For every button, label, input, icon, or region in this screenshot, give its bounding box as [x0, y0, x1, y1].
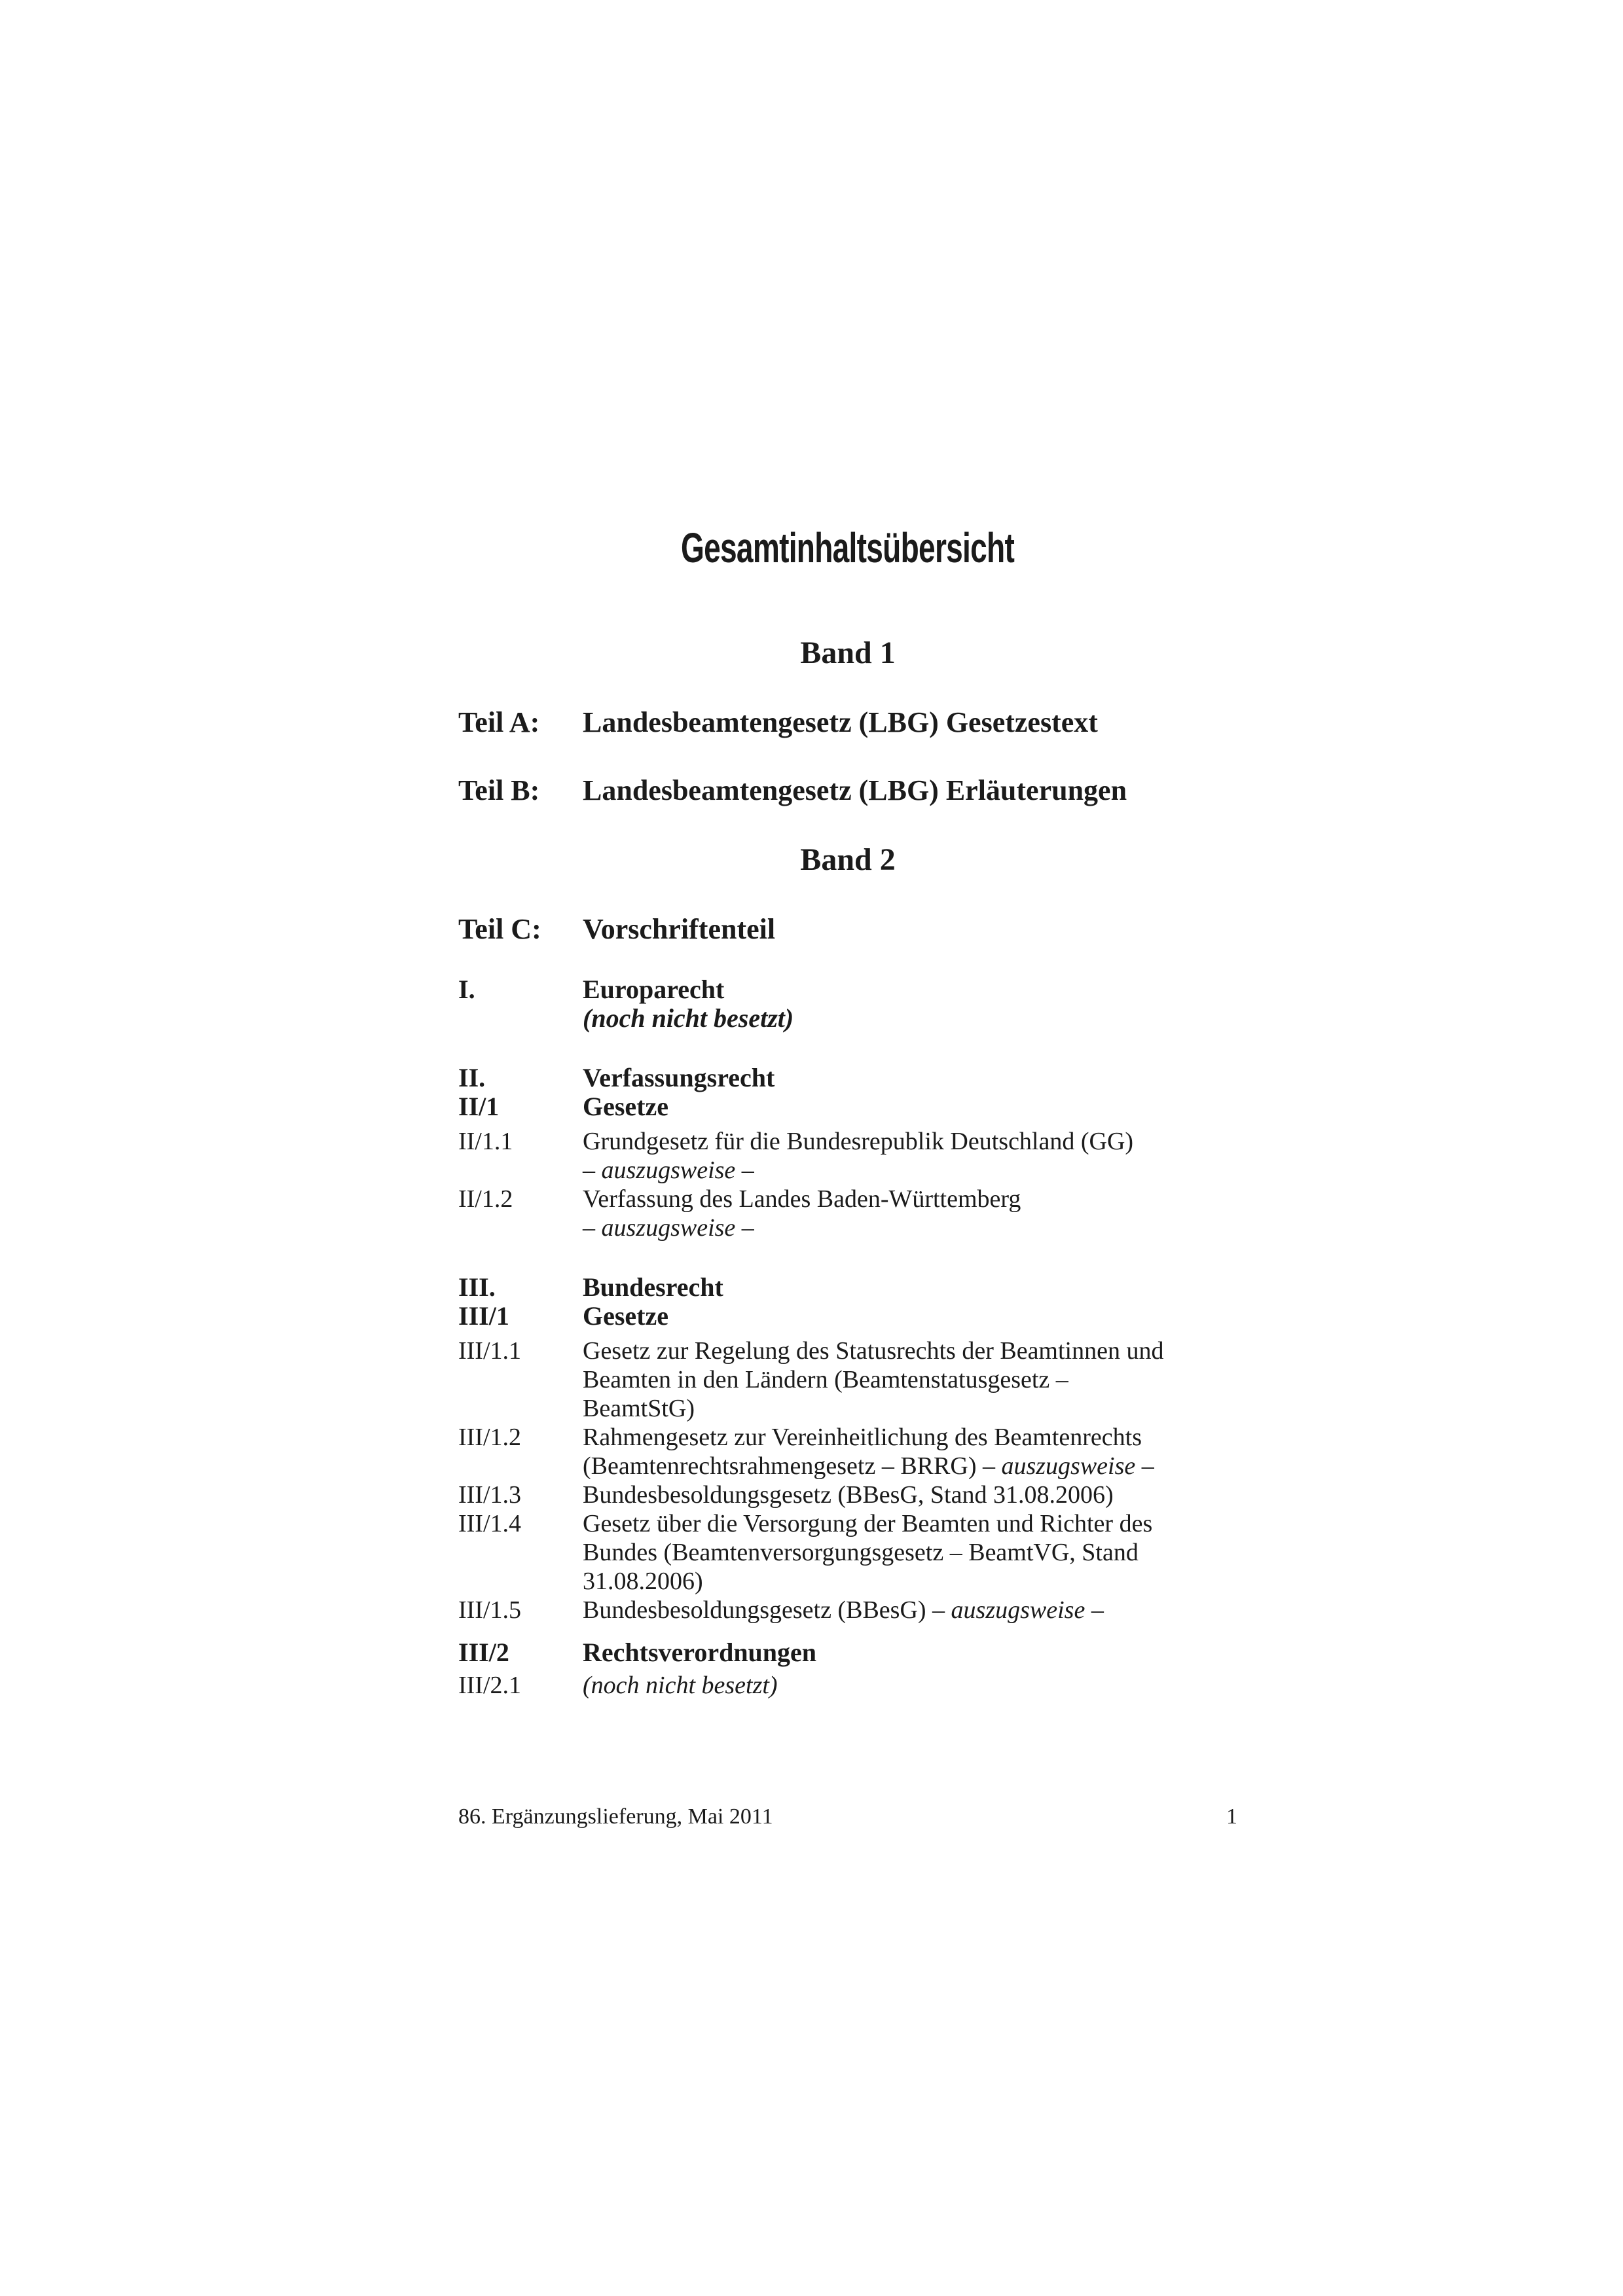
text-segment: auszugsweise: [601, 1214, 736, 1242]
toc-row-line: [583, 1567, 1237, 1596]
text-segment: Bundes (Beamtenversorgungsgesetz – BeamtVG, Stand: [583, 1539, 1139, 1566]
toc-row-label: Teil A:: [458, 706, 540, 738]
toc-row-text: [583, 1092, 1237, 1121]
toc-row-line: [583, 1638, 1237, 1667]
toc-row: [458, 1273, 1237, 1302]
toc-row: [458, 1480, 1237, 1509]
toc-row: [458, 1092, 1237, 1121]
text-segment: auszugsweise: [601, 1157, 736, 1184]
toc-row-label: I.: [458, 975, 475, 1004]
text-segment: auszugsweise: [951, 1596, 1085, 1624]
text-segment: Bundesbesoldungsgesetz (BBesG) –: [583, 1596, 951, 1624]
toc-row-text: [583, 776, 1237, 806]
text-segment: Verfassung des Landes Baden-Württemberg: [583, 1185, 1021, 1213]
toc-row-line: [583, 1185, 1237, 1213]
text-segment: –: [1085, 1596, 1104, 1624]
toc-row-text: [583, 1302, 1237, 1331]
text-segment: Europarecht: [583, 975, 725, 1004]
toc-row-text: [583, 1638, 1237, 1667]
text-segment: –: [735, 1214, 754, 1242]
text-segment: Landesbeamtengesetz (LBG) Gesetzestext: [583, 706, 1098, 738]
text-segment: (Beamtenrechtsrahmengesetz – BRRG) –: [583, 1452, 1002, 1480]
toc-row-line: [583, 1004, 1237, 1033]
text-segment: Gesetze: [583, 1092, 669, 1121]
toc-row: [458, 1185, 1237, 1242]
toc-row-text: [583, 1596, 1237, 1624]
toc-rows: [458, 637, 1237, 1700]
text-segment: Rahmengesetz zur Vereinheitlichung des Beamtenrechts: [583, 1424, 1142, 1451]
toc-row-text: [583, 1423, 1237, 1480]
toc-row-label: II/1.2: [458, 1185, 513, 1213]
text-segment: Rechtsverordnungen: [583, 1638, 817, 1667]
toc-row-label: III/1.4: [458, 1510, 522, 1537]
text-segment: Bundesrecht: [583, 1272, 723, 1302]
toc-row-text: [583, 1671, 1237, 1700]
toc-row-label: III/1.1: [458, 1337, 522, 1365]
toc-content: [458, 524, 1237, 1700]
toc-row-line: [583, 1452, 1237, 1480]
toc-row-label: II/1: [458, 1092, 500, 1121]
toc-row-label: III/2.1: [458, 1672, 522, 1699]
toc-row-line: [583, 1092, 1237, 1121]
text-segment: Grundgesetz für die Bundesrepublik Deutschland (GG): [583, 1128, 1134, 1155]
text-segment: Verfassungsrecht: [583, 1063, 775, 1092]
text-segment: –: [735, 1157, 754, 1184]
toc-row-label: III/1: [458, 1301, 509, 1331]
toc-row: [458, 1127, 1237, 1185]
text-segment: Gesetz zur Regelung des Statusrechts der Beamtinnen und: [583, 1337, 1164, 1365]
toc-row-text: [583, 708, 1237, 738]
toc-row-label: II.: [458, 1063, 486, 1092]
toc-row-text: [583, 1336, 1237, 1423]
toc-row: [458, 776, 1237, 806]
toc-row-label: III/1.3: [458, 1481, 522, 1509]
toc-row: [458, 1638, 1237, 1667]
toc-row-line: [583, 1509, 1237, 1538]
toc-row: [458, 708, 1237, 738]
toc-row-text: [583, 1273, 1237, 1302]
footer: [458, 1804, 1237, 1829]
toc-row-line: [583, 1302, 1237, 1331]
text-segment: Gesetze: [583, 1301, 669, 1331]
toc-row-label: II/1.1: [458, 1128, 513, 1155]
toc-row: [458, 1671, 1237, 1700]
toc-row-line: [583, 708, 1237, 738]
toc-row: [458, 1423, 1237, 1480]
toc-row-line: [583, 1127, 1237, 1156]
toc-row-line: [583, 1394, 1237, 1423]
toc-row-text: [583, 1509, 1237, 1596]
footer-edition: 86. Ergänzungslieferung, Mai 2011: [458, 1804, 773, 1829]
toc-row-text: [583, 1480, 1237, 1509]
toc-row-line: [583, 975, 1237, 1004]
toc-row-line: [583, 1213, 1237, 1242]
toc-row-text: [583, 1185, 1237, 1242]
toc-row-line: [583, 1273, 1237, 1302]
toc-row-line: [583, 1156, 1237, 1185]
page-title-wrap: [458, 524, 1237, 571]
toc-row: [458, 1509, 1237, 1596]
text-segment: (noch nicht besetzt): [583, 1003, 794, 1033]
text-segment: auszugsweise: [1001, 1452, 1136, 1480]
toc-row-line: [583, 914, 1237, 944]
text-segment: –: [1135, 1452, 1154, 1480]
toc-row-text: [583, 914, 1237, 944]
toc-row-line: [583, 1336, 1237, 1365]
text-segment: Bundesbesoldungsgesetz (BBesG, Stand 31.08.2006): [583, 1481, 1114, 1509]
toc-row-line: [583, 1671, 1237, 1700]
text-segment: Gesetz über die Versorgung der Beamten und Richter des: [583, 1510, 1153, 1537]
toc-row-line: [583, 1538, 1237, 1567]
toc-row-line: [583, 1596, 1237, 1624]
band-heading: Band 1: [800, 636, 896, 670]
toc-row-line: [583, 1423, 1237, 1452]
toc-row: [458, 1302, 1237, 1331]
toc-row: [458, 975, 1237, 1033]
toc-row-label: III/1.2: [458, 1424, 522, 1451]
toc-row: [458, 1336, 1237, 1423]
toc-row-line: [583, 776, 1237, 806]
text-segment: Vorschriftenteil: [583, 913, 776, 945]
toc-row: [458, 1596, 1237, 1624]
text-segment: Beamten in den Ländern (Beamtenstatusgesetz –: [583, 1366, 1068, 1393]
band-heading: Band 2: [800, 842, 896, 877]
text-segment: BeamtStG): [583, 1395, 695, 1422]
text-segment: 31.08.2006): [583, 1568, 703, 1595]
toc-row-text: [583, 1064, 1237, 1092]
toc-row: [458, 1064, 1237, 1092]
toc-row-line: [583, 1365, 1237, 1394]
toc-row-label: Teil C:: [458, 913, 541, 945]
page-title: Gesamtinhaltsübersicht: [681, 524, 1015, 571]
text-segment: –: [583, 1157, 602, 1184]
toc-row-label: Teil B:: [458, 774, 540, 806]
toc-row: [458, 914, 1237, 944]
toc-row-label: III.: [458, 1272, 496, 1302]
toc-row-line: [583, 1064, 1237, 1092]
toc-row-label: III/1.5: [458, 1596, 522, 1624]
toc-row-label: III/2: [458, 1638, 509, 1667]
toc-row-line: [583, 1480, 1237, 1509]
toc-row-text: [583, 975, 1237, 1033]
text-segment: (noch nicht besetzt): [583, 1672, 778, 1699]
text-segment: –: [583, 1214, 602, 1242]
text-segment: Landesbeamtengesetz (LBG) Erläuterungen: [583, 774, 1127, 806]
footer-page-number: 1: [1226, 1804, 1237, 1829]
toc-row-text: [583, 1127, 1237, 1185]
